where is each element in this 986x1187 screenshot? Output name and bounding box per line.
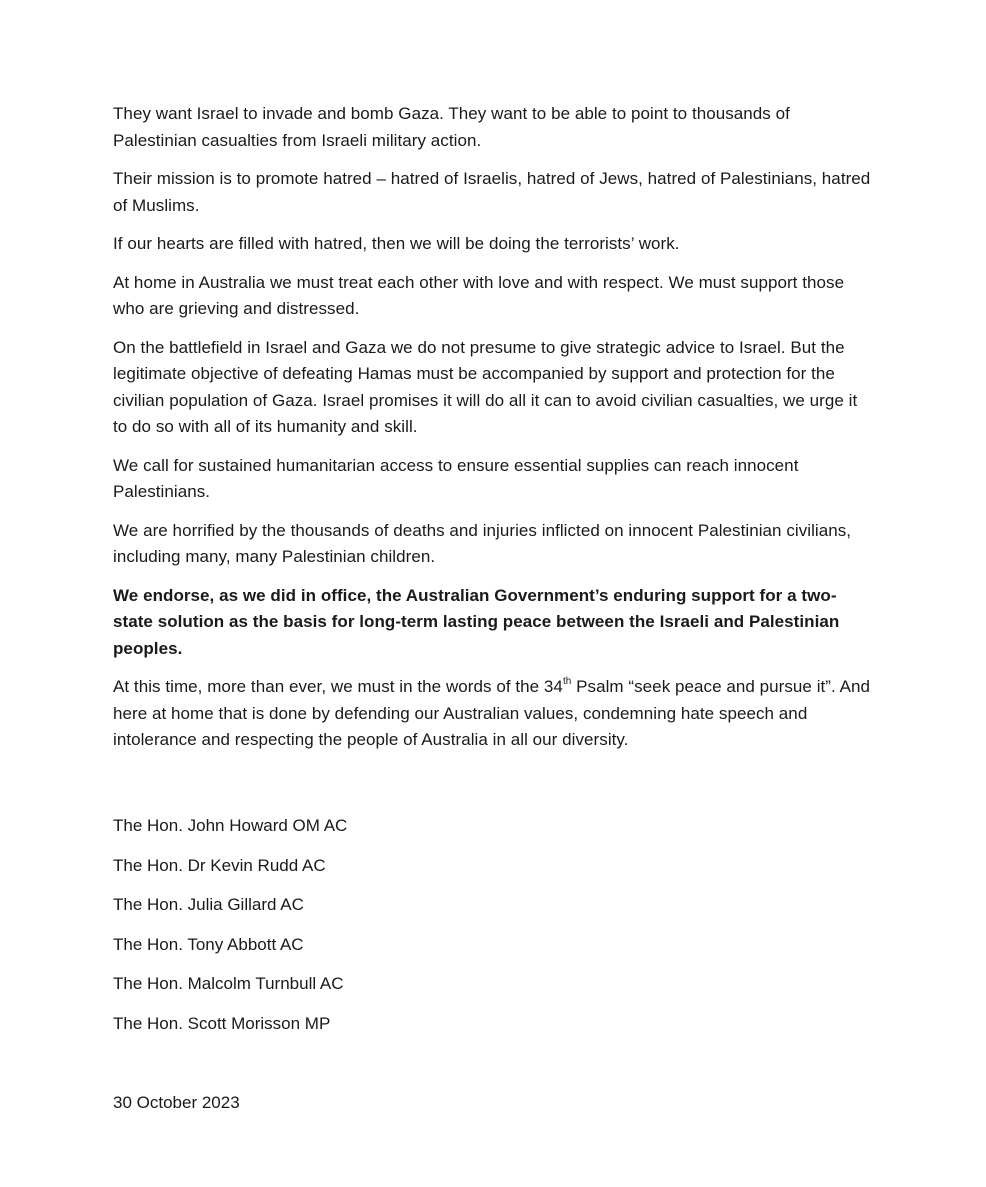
closing-text-start: At this time, more than ever, we must in the words of the 34: [113, 677, 563, 696]
paragraph-closing: [113, 674, 873, 754]
signatory-list: [113, 813, 813, 1050]
signatory: The Hon. John Howard OM AC: [113, 816, 348, 835]
letter-date: 30 October 2023: [113, 1093, 240, 1112]
paragraph-invasion: They want Israel to invade and bomb Gaza. They want to be able to point to thousands of Palestinian casualties from Israeli military action.: [113, 104, 790, 150]
paragraph-two-state: We endorse, as we did in office, the Australian Government’s enduring support for a two-state solution as the basis for long-term lasting peace between the Israeli and Palestinian peoples.: [113, 585, 840, 658]
paragraph-hatred: Their mission is to promote hatred – hatred of Israelis, hatred of Jews, hatred of Palestinians, hatred of Muslims.: [113, 169, 871, 215]
closing-text-end: Psalm “seek peace and pursue it”. And here at home that is done by defending our Australian values, condemning hate speech and intolerance and respecting the people of Australia in all our diversity.: [113, 677, 871, 749]
paragraph-hearts: If our hearts are filled with hatred, then we will be doing the terrorists’ work.: [113, 234, 680, 253]
closing-superscript: th: [562, 676, 572, 688]
signatory: The Hon. Tony Abbott AC: [113, 934, 304, 954]
signatory: The Hon. Scott Morisson MP: [113, 1013, 331, 1033]
letter-body: [113, 101, 873, 766]
paragraph-home: At home in Australia we must treat each other with love and with respect. We must support those who are grieving and distressed.: [113, 272, 845, 318]
paragraph-battlefield: On the battlefield in Israel and Gaza we do not presume to give strategic advice to Israel. But the legitimate objective of defeating Hamas must be accompanied by support and protection for the civilian population of Gaza. Israel promises it will do all it can to avoid civilian casualties, we urge it to do so with all of its humanity and skill.: [113, 337, 858, 436]
signatory: The Hon. Dr Kevin Rudd AC: [113, 855, 326, 875]
signatory: The Hon. Malcolm Turnbull AC: [113, 974, 344, 993]
paragraph-horrified: We are horrified by the thousands of deaths and injuries inflicted on innocent Palestinian civilians, including many, many Palestinian children.: [113, 520, 852, 566]
paragraph-humanitarian: We call for sustained humanitarian access to ensure essential supplies can reach innocent Palestinians.: [113, 455, 799, 501]
signatory: The Hon. Julia Gillard AC: [113, 895, 304, 914]
